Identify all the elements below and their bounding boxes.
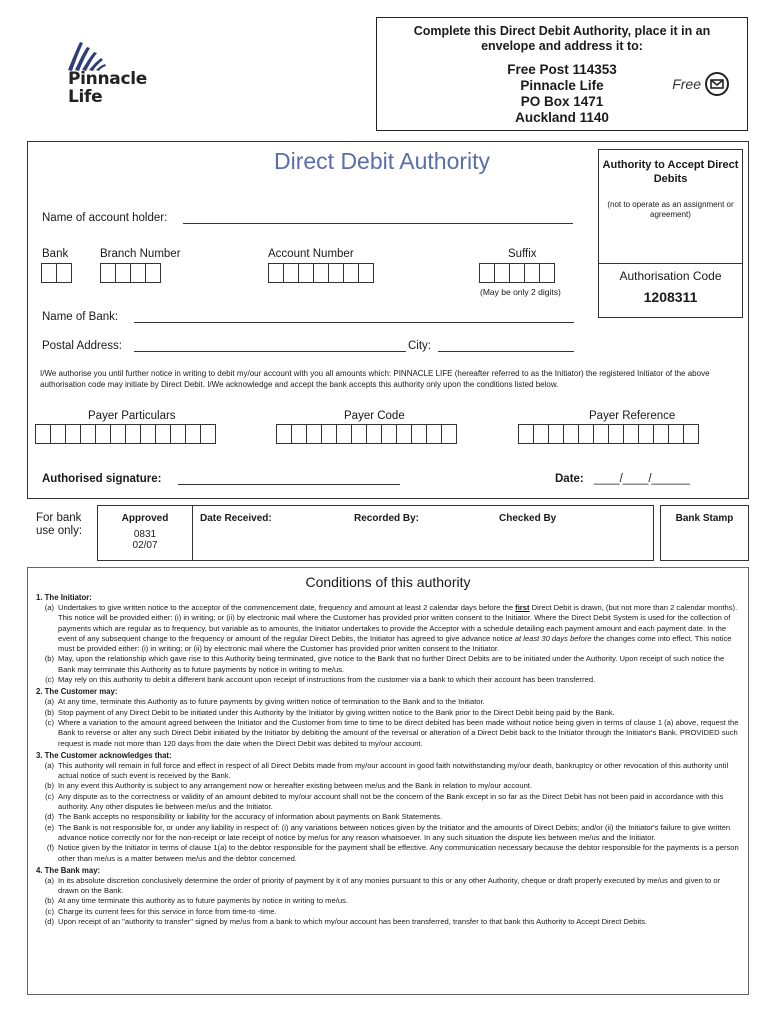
bank-name-field[interactable] (134, 322, 574, 323)
postal-address-field[interactable] (134, 351, 406, 352)
list-item: (d) Upon receipt of an "authority to transfer" signed by me/us from a bank to which my/our account has been transferred, transfer to that bank this Authority to Accept Direct Debits. (44, 917, 648, 927)
signature-label: Authorised signature: (42, 473, 162, 485)
payer-code-label: Payer Code (344, 410, 405, 422)
suffix-note: (May be only 2 digits) (480, 287, 561, 297)
logo-text: Pinnacle Life (68, 69, 147, 107)
branch-number-boxes[interactable] (100, 263, 160, 283)
date-label: Date: (555, 473, 584, 485)
authority-panel (598, 149, 743, 318)
payer-reference-boxes[interactable] (518, 424, 698, 444)
authority-note: (not to operate as an assignment or agreement) (607, 200, 734, 219)
authority-title: Authority to Accept Direct Debits (602, 159, 739, 185)
payer-particulars-boxes[interactable] (35, 424, 215, 444)
account-number-boxes[interactable] (268, 263, 373, 283)
address-instructions: Complete this Direct Debit Authority, place it in an envelope and address it to: (413, 24, 711, 53)
postal-address-label: Postal Address: (42, 340, 122, 352)
city-field[interactable] (438, 351, 574, 352)
conditions-section (27, 567, 749, 995)
list-item: (a) At any time, terminate this Authority as to future payments by giving written notice of termination to the Bank and to the Initiator. (44, 697, 485, 707)
list-item: (b) May, upon the relationship which gave rise to this Authority being terminated, give notice to the Bank that no further Direct Debits are to be initiated under the Authority. Upon receipt of such notice the Bank may terminate this Authority as to future payments by notice in writing to me/us. (44, 654, 725, 674)
section-customer-may: 2. The Customer may: (36, 687, 118, 697)
branch-number-label: Branch Number (100, 248, 181, 260)
form-title: Direct Debit Authority (274, 148, 491, 174)
list-item: (e) The Bank is not responsible for, or under any liability in respect of: (i) any variations between notices given by the Initiator and the amounts of Direct Debits; and/or (ii) the Initiator's failure to give written advance notice correctly nor for the non-receipt or late receipt of notice by me/us for any reason whatsoever. In any such situation the dispute lies between me/us and the Initiator. (44, 822, 731, 842)
payer-particulars-label: Payer Particulars (88, 410, 176, 422)
list-item: (a) In its absolute discretion conclusively determine the order of priority of payment by it of any monies pursuant to this or any other Authority, cheque or draft properly executed by me/us and given to or drawn on the Bank. (44, 875, 721, 896)
section-customer-acknowledges: 3. The Customer acknowledges that: (36, 750, 172, 760)
list-item: (c) May rely on this authority to debit a different bank account upon receipt of instructions from the customer via a bank to which their account has been transferred. (45, 675, 596, 685)
account-number-label: Account Number (268, 248, 354, 260)
mailing-address-box (376, 17, 748, 131)
account-holder-field[interactable] (183, 223, 573, 224)
list-item: (f) Notice given by the Initiator in terms of clause 1(a) to the debtor responsible for the payment shall be effective. Any communication necessary because the debtor responsible for the payments is a person other than me/us is a matter between me/us and the debtor concerned. (46, 843, 739, 863)
list-item: (b) At any time terminate this authority as to future payments by notice in writing to me/us. (44, 896, 348, 906)
date-field[interactable]: ____/____/______ (594, 473, 690, 485)
list-item: (c) Where a variation to the amount agreed between the Initiator and the Customer from time to time to be direct debited has been made without notice being given in terms of clause 1 (a) above, request the Bank to reverse or alter any such Direct Debit initiated by the Initiator by debiting the amount of the reversal or alteration of a Direct Debit back to the Initiator through the Initiator's Bank. PROVIDED such request is made not more than 120 days from the date when the Direct Debit was debited to my/our account. (45, 717, 739, 748)
recorded-by-label: Recorded By: (354, 513, 420, 524)
conditions-title: Conditions of this authority (305, 574, 471, 590)
list-item: (c) Charge its current fees for this service in force from time-to -time. (45, 906, 277, 916)
suffix-boxes[interactable] (479, 263, 554, 283)
bank-stamp-cell: Bank Stamp (660, 505, 749, 561)
bank-use-label: For bank use only: (36, 512, 83, 537)
free-post-badge: Free (672, 72, 729, 96)
authorisation-code-label: Authorisation Code (619, 269, 722, 283)
bank-name-label: Name of Bank: (42, 311, 119, 323)
list-item: (c) Any dispute as to the correctness or validity of an amount debited to my/our account shall not be the concern of the Bank except in so far as the Direct Debit has not been paid in accordance with this authority. Any other disputes lie between me/us and the Initiator. (45, 791, 724, 812)
authorisation-code: 1208311 (643, 289, 698, 305)
city-label: City: (408, 340, 431, 352)
bank-use-section (27, 505, 749, 561)
approved-cell: Approved 0831 02/07 (97, 505, 193, 561)
bank-label: Bank (42, 248, 69, 260)
checked-by-label: Checked By (499, 513, 557, 524)
list-item: (a) This authority will remain in full force and effect in respect of all Direct Debits made from my/our account in good faith notwithstanding my/our death, bankruptcy or other revocation of this authority until actual notice of such event is received by the Bank. (44, 760, 729, 781)
bank-number-boxes[interactable] (41, 263, 71, 283)
section-initiator: 1. The Initiator: (36, 593, 92, 602)
list-item: (d) The Bank accepts no responsibility or liability for the accuracy of information about payments on Bank Statements. (44, 812, 443, 822)
list-item: (b) Stop payment of any Direct Debit to be initiated under this Authority by the Initiator by giving written notice to the Bank prior to the Direct Debit being paid by the Bank. (44, 707, 615, 717)
date-received-label: Date Received: (200, 513, 272, 524)
direct-debit-form (27, 141, 749, 499)
account-holder-label: Name of account holder: (42, 212, 168, 224)
processing-cell (192, 505, 654, 561)
list-item: (b) In any event this Authority is subject to any arrangement now or hereafter existing between me/us and the Bank in relation to my/our account. (44, 781, 533, 791)
suffix-label: Suffix (508, 248, 537, 260)
section-bank-may: 4. The Bank may: (36, 865, 101, 875)
signature-field[interactable] (178, 484, 400, 485)
envelope-icon (705, 72, 729, 96)
payer-reference-label: Payer Reference (589, 410, 676, 422)
panel-divider (599, 263, 742, 264)
list-item: (a) Undertakes to give written notice to the acceptor of the commencement date, frequency and amount at least 2 calendar days before the first Direct Debit is drawn, (but not more than 2 calendar months). This notice will be provided either: (i) in writing; or (ii) by electronic mail where the Customer has provided prior written consent to the Initiator. Where the Direct Debit System is used for the collection of payments which are regular as to frequency, but variable as to amounts, the Initiator undertakes to provide the Acceptor with a schedule detailing each payment amount and each payment date. In the event of any subsequent change to the frequency or amount of the regular Direct Debits, the Initiator has agreed to give advance notice at least 30 days before the changes come into effect. This notice must be provided either: (i) in writing; or (ii) by electronic mail where the Customer has provided prior written consent to the Initiator. (44, 603, 738, 654)
payer-code-boxes[interactable] (276, 424, 456, 444)
authorisation-statement: I/We authorise you until further notice in writing to debit my/our account with you all amounts which: PINNACLE LIFE (hereafter referred to as the Initiator) the registered Initiator of the above authorisation code may initiate by Direct Debit. I/We acknowledge and accept the bank accepts this authority only upon the conditions listed below. (40, 369, 710, 389)
postal-address: Free Post 114353 Pinnacle Life PO Box 1471 Auckland 1140 (507, 62, 617, 125)
